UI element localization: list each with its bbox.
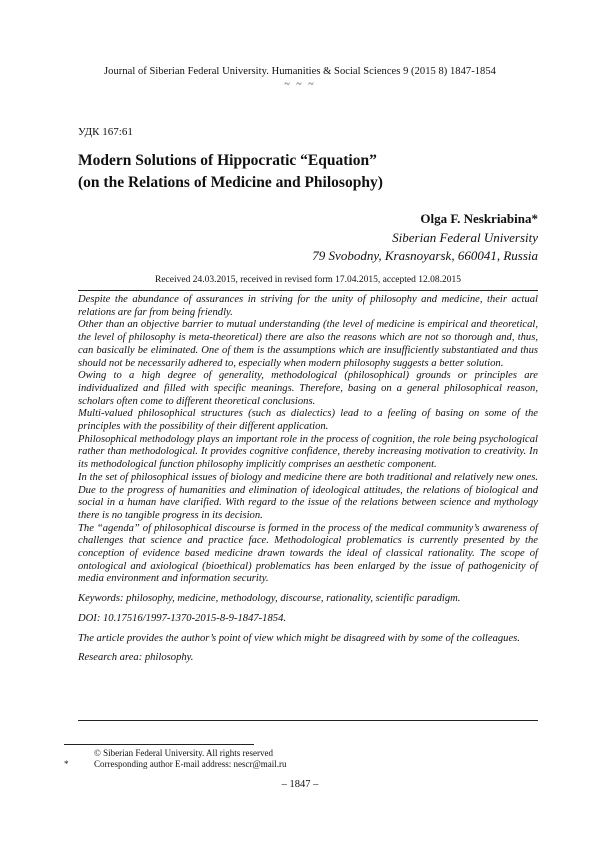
keywords: Keywords: philosophy, medicine, methodology, discourse, rationality, scientific paradigm.	[78, 593, 461, 605]
abstract-top-rule	[78, 290, 538, 291]
abstract-bottom-rule	[78, 720, 538, 721]
header-ornament: ~ ~ ~	[284, 79, 316, 90]
abstract-paragraph: Philosophical methodology plays an important role in the process of cognition, the role being psychological rather than methodological. It provides cognitive confidence, thereby increasing motivation to creativity. In its methodological function philosophy implicitly comprises an aesthetic component.	[78, 433, 538, 471]
disclaimer: The article provides the author’s point of view which might be disagreed with by some of the colleagues.	[78, 632, 520, 644]
abstract	[78, 294, 538, 665]
abstract-paragraph: The “agenda” of philosophical discourse is formed in the process of the medical community’s awareness of challenges that science and practice face. Methodological problematics is currently presented by the conception of evidence based medicine drawn towards the ideal of classical rationality. The scope of ontological and axiological (bioethical) problematics has been enlarged by the issue of pathogenicity of media environment and information security.	[78, 522, 538, 585]
footnote-text: Corresponding author E-mail address: nescr@mail.ru	[94, 759, 287, 769]
udk-code: УДК 167:61	[78, 126, 133, 138]
footnotes	[64, 748, 287, 770]
article-title	[78, 150, 538, 194]
footnote-mark: *	[64, 759, 69, 769]
journal-header: Journal of Siberian Federal University. Humanities & Social Sciences 9 (2015 8) 1847-1854	[104, 66, 496, 77]
author-address: 79 Svobodny, Krasnoyarsk, 660041, Russia	[312, 248, 538, 263]
research-area: Research area: philosophy.	[78, 652, 194, 664]
title-line-2: (on the Relations of Medicine and Philosophy)	[78, 174, 383, 191]
abstract-paragraph: In the set of philosophical issues of biology and medicine there are both traditional and relatively new ones. Due to the progress of humanities and elimination of ideological attitudes, the relations of biological and social in a human have clarified. With regard to the issue of the relations between science and mythology there is no tangible progress in its decision.	[78, 471, 538, 521]
footnote-rule	[64, 744, 254, 745]
abstract-paragraph: Other than an objective barrier to mutual understanding (the level of medicine is empirical and theoretical, the level of philosophy is meta-theoretical) there are also the reasons which are not so thorough and, thus, can basically be eliminated. One of them is the assumptions which are insufficiently substantiated and thus should not be necessarily adhered to, especially when modern philosophy suggests a better solution.	[78, 319, 538, 369]
footnote-corresponding	[64, 759, 287, 770]
abstract-paragraph: Despite the abundance of assurances in striving for the unity of philosophy and medicine, their actual relations are far from being friendly.	[78, 294, 538, 318]
page-number: – 1847 –	[281, 779, 319, 790]
abstract-paragraph: Multi-valued philosophical structures (such as dialectics) lead to a feeling of basing on some of the principles with the possibility of their different application.	[78, 408, 538, 433]
title-line-1: Modern Solutions of Hippocratic “Equation”	[78, 152, 377, 169]
doi: DOI: 10.17516/1997-1370-2015-8-9-1847-1854.	[78, 612, 287, 624]
author-name: Olga F. Neskriabina*	[420, 211, 538, 226]
footnote-mark	[64, 748, 94, 759]
author-affiliation: Siberian Federal University	[392, 229, 538, 245]
abstract-paragraph: Owing to a high degree of generality, methodological (philosophical) grounds or principles are individualized and filled with specific meanings. Therefore, basing on a general philosophical reason, scholars often come to different theoretical conclusions.	[78, 370, 538, 407]
received-dates: Received 24.03.2015, received in revised form 17.04.2015, accepted 12.08.2015	[154, 275, 462, 285]
footnote-copyright	[64, 748, 287, 759]
footnote-text: © Siberian Federal University. All rights reserved	[94, 748, 273, 758]
author-block	[312, 210, 538, 266]
